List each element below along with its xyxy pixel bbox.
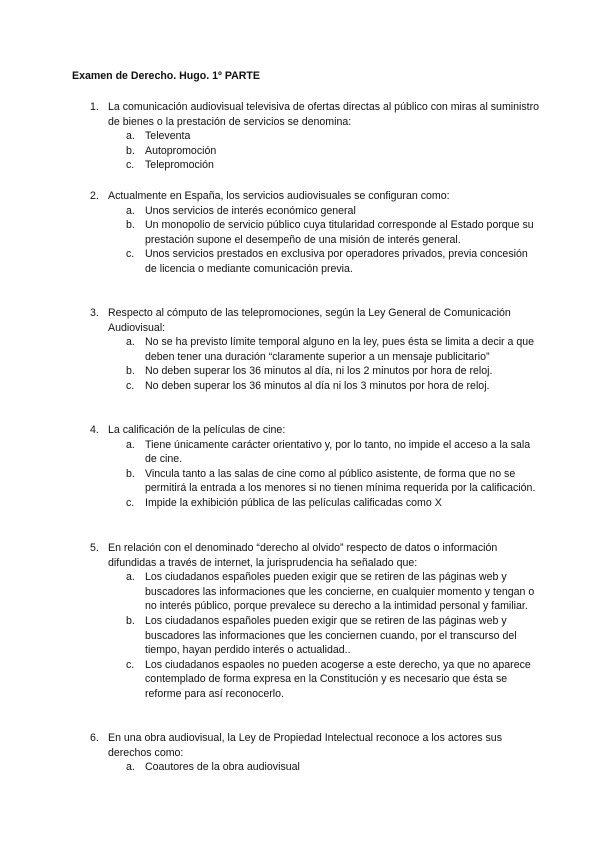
- option-letter: b.: [126, 365, 135, 378]
- option-letter: a.: [126, 438, 135, 451]
- option-text: Televenta: [145, 130, 191, 143]
- option-letter: a.: [126, 571, 135, 584]
- question-stem: En una obra audiovisual, la Ley de Propiedad Intelectual reconoce a los actores sus derechos como:: [108, 732, 502, 759]
- option-b: [126, 144, 540, 159]
- option-a: [126, 204, 540, 219]
- option-a: [126, 129, 540, 144]
- option-letter: a.: [126, 336, 135, 349]
- option-text: Unos servicios de interés económico general: [145, 204, 356, 217]
- question-stem: Respecto al cómputo de las telepromociones, según la Ley General de Comunicación Audiovisual:: [108, 307, 511, 334]
- option-text: Impide la exhibición pública de las películas calificadas como X: [145, 496, 442, 509]
- option-letter: a.: [126, 130, 135, 143]
- question-number: 2.: [90, 190, 99, 202]
- question-2: [90, 189, 540, 277]
- option-text: No deben superar los 36 minutos al día, ni los 2 minutos por hora de reloj.: [145, 365, 493, 378]
- option-a: [126, 335, 540, 364]
- option-c: [126, 658, 540, 702]
- option-c: [126, 379, 540, 394]
- question-1: [90, 100, 540, 173]
- option-text: Autopromoción: [145, 144, 217, 157]
- option-text: Unos servicios prestados en exclusiva por operadores privados, previa concesión de licencia o mediante comunicación previa.: [145, 248, 528, 275]
- option-text: Los ciudadanos espaoles no pueden acogerse a este derecho, ya que no aparece contemplado de forma expresa en la Constitución y es necesario que ésta se reforme para así reconocerlo.: [145, 658, 531, 700]
- document-title: Examen de Derecho. Hugo. 1º PARTE: [72, 70, 260, 82]
- option-text: Tiene únicamente carácter orientativo y, por lo tanto, no impide el acceso a la sala de cine.: [145, 438, 531, 466]
- option-b: [126, 218, 540, 247]
- question-3: [90, 306, 540, 394]
- question-number: 5.: [90, 542, 99, 554]
- question-stem: Actualmente en España, los servicios audiovisuales se configuran como:: [108, 190, 450, 202]
- option-letter: b.: [126, 219, 135, 232]
- question-number: 1.: [90, 101, 99, 113]
- option-a: [126, 570, 540, 614]
- option-text: No deben superar los 36 minutos al día ni los 3 minutos por hora de reloj.: [145, 379, 490, 392]
- question-5: [90, 541, 540, 702]
- option-c: [126, 496, 540, 511]
- option-text: Los ciudadanos españoles pueden exigir que se retiren de las páginas web y buscadores las informaciones que les concierne, en cualquier momento y tengan o no interés público, porque prevalece su derecho a la intimidad personal y familiar.: [145, 571, 535, 613]
- option-letter: c.: [126, 248, 135, 261]
- option-letter: c.: [126, 379, 135, 392]
- option-letter: b.: [126, 614, 135, 627]
- option-text: Un monopolio de servicio público cuya titularidad corresponde al Estado porque su prestación supone el desempeño de una misión de interés general.: [145, 219, 534, 246]
- option-letter: c.: [126, 159, 135, 172]
- option-c: [126, 247, 540, 276]
- option-b: [126, 364, 540, 379]
- option-letter: a.: [126, 204, 135, 217]
- option-b: [126, 614, 540, 658]
- question-number: 3.: [90, 307, 99, 319]
- option-text: Coautores de la obra audiovisual: [145, 761, 300, 774]
- question-number: 4.: [90, 424, 99, 436]
- question-stem: En relación con el denominado “derecho al olvido” respecto de datos o información difundidas a través de internet, la jurisprudencia ha señalado que:: [108, 542, 498, 569]
- option-text: Los ciudadanos españoles pueden exigir que se retiren de las páginas web y buscadores las informaciones que les conciernen cuando, por el transcurso del tiempo, hayan perdido interés o actualidad..: [145, 614, 517, 657]
- question-4: [90, 423, 540, 511]
- option-b: [126, 467, 540, 496]
- option-text: Telepromoción: [145, 159, 214, 172]
- option-c: [126, 158, 540, 173]
- option-letter: c.: [126, 658, 135, 671]
- question-number: 6.: [90, 732, 99, 744]
- option-text: Vincula tanto a las salas de cine como al público asistente, de forma que no se permitirá la entrada a los menores si no tienen mínima requerida por la calificación.: [145, 467, 536, 495]
- question-stem: La comunicación audiovisual televisiva de ofertas directas al público con miras al suministro de bienes o la prestación de servicios se denomina:: [108, 101, 540, 128]
- option-a: [126, 438, 540, 467]
- option-letter: c.: [126, 496, 135, 509]
- option-text: No se ha previsto límite temporal alguno en la ley, pues ésta se limita a decir a que deben tener una duración “claramente superior a un mensaje publicitario”: [145, 336, 535, 363]
- question-6: [90, 731, 540, 775]
- option-a: [126, 760, 540, 775]
- option-letter: b.: [126, 467, 135, 480]
- question-stem: La calificación de la películas de cine:: [108, 424, 286, 436]
- option-letter: b.: [126, 144, 135, 157]
- option-letter: a.: [126, 761, 135, 774]
